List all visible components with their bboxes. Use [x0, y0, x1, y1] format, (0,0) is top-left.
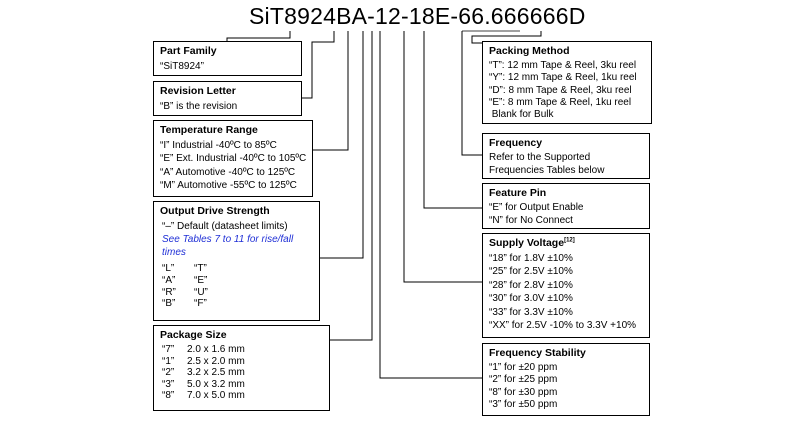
- temperature-range-line: “E” Ext. Industrial -40ºC to 105ºC: [160, 153, 307, 165]
- packing-method-line: “T”: 12 mm Tape & Reel, 3ku reel: [489, 60, 637, 71]
- package-size-row: [160, 390, 323, 402]
- part-family-title: Part Family: [160, 45, 217, 57]
- package-size-row: [160, 367, 323, 379]
- frequency-title: Frequency: [489, 137, 543, 149]
- output-drive-default: “–” Default (datasheet limits): [162, 221, 288, 232]
- package-size-row: [160, 379, 323, 391]
- frequency-stability-line: “8” for ±30 ppm: [489, 386, 558, 398]
- supply-voltage-line: “25” for 2.5V ±10%: [489, 266, 573, 278]
- output-drive-note: See Tables 7 to 11 for rise/fall times: [162, 234, 294, 258]
- frequency-box: [482, 133, 650, 179]
- drive-code: “B”: [162, 298, 176, 310]
- package-size-title: Package Size: [160, 329, 227, 341]
- part-number: SiT8924BA-12-18E-66.666666D: [249, 3, 586, 29]
- supply-voltage-line: “33” for 3.3V ±10%: [489, 306, 573, 318]
- feature-pin-title: Feature Pin: [489, 187, 547, 199]
- output-drive-strength-title: Output Drive Strength: [160, 205, 270, 217]
- packing-method-box: [482, 41, 652, 124]
- connector-frequency-stability: [380, 31, 482, 378]
- package-dimensions: 2.0 x 1.6 mm: [187, 344, 245, 355]
- supply-voltage-line: “18” for 1.8V ±10%: [489, 253, 573, 264]
- supply-voltage-footnote: [12]: [564, 237, 575, 244]
- feature-pin-box: [482, 183, 650, 229]
- package-dimensions: 7.0 x 5.0 mm: [187, 390, 245, 402]
- drive-code: “E”: [194, 275, 208, 286]
- frequency-stability-box: [482, 343, 650, 416]
- package-code: “2”: [162, 367, 175, 379]
- package-dimensions: 5.0 x 3.2 mm: [187, 378, 245, 390]
- packing-method-line: “D”: 8 mm Tape & Reel, 3ku reel: [489, 84, 632, 96]
- package-size-row: [160, 356, 323, 368]
- frequency-stability-line: “2” for ±25 ppm: [489, 374, 558, 386]
- frequency-stability-line: “1” for ±20 ppm: [489, 362, 558, 373]
- temperature-range-title: Temperature Range: [160, 124, 258, 136]
- package-dimensions: 2.5 x 2.0 mm: [187, 355, 245, 367]
- supply-voltage-line: “XX” for 2.5V -10% to 3.3V +10%: [489, 320, 637, 332]
- package-size-row: [160, 344, 323, 356]
- connector-feature-pin: [424, 31, 482, 208]
- drive-code: “U”: [194, 286, 208, 298]
- part-family-box: [153, 41, 302, 76]
- drive-code: “L”: [162, 263, 175, 275]
- temperature-range-line: “I” Industrial -40ºC to 85ºC: [160, 140, 277, 151]
- feature-pin-line: “E” for Output Enable: [489, 202, 584, 213]
- supply-voltage-line: “30” for 3.0V ±10%: [489, 293, 573, 305]
- connector-package-size: [330, 31, 372, 340]
- package-code: “1”: [162, 355, 175, 367]
- temperature-range-box: [153, 120, 313, 197]
- supply-voltage-title: [489, 237, 643, 249]
- part-family-line: “SiT8924”: [160, 61, 204, 72]
- feature-pin-line: “N” for No Connect: [489, 214, 573, 226]
- supply-voltage-line: “28” for 2.8V ±10%: [489, 279, 573, 291]
- package-code: “3”: [162, 378, 175, 390]
- package-code: “7”: [162, 344, 175, 355]
- drive-code: “A”: [162, 275, 176, 286]
- drive-code: “R”: [162, 286, 176, 298]
- connector-supply-voltage: [404, 31, 482, 282]
- revision-letter-title: Revision Letter: [160, 85, 236, 97]
- supply-voltage-box: [482, 233, 650, 338]
- connector-frequency: [462, 31, 482, 155]
- revision-letter-line: “B” is the revision: [160, 101, 238, 112]
- drive-code-grid: [160, 263, 313, 309]
- packing-method-line: Blank for Bulk: [489, 109, 554, 121]
- packing-method-line: “E”: 8 mm Tape & Reel, 1ku reel: [489, 96, 632, 108]
- drive-code: “F”: [194, 298, 207, 310]
- temperature-range-line: “A” Automotive -40ºC to 125ºC: [160, 166, 296, 178]
- connector-temperature-range: [313, 31, 348, 150]
- frequency-line: Refer to the Supported: [489, 152, 591, 163]
- drive-code: “T”: [194, 263, 207, 275]
- output-drive-strength-box: [153, 201, 320, 321]
- package-code: “8”: [162, 390, 175, 402]
- frequency-stability-title: Frequency Stability: [489, 347, 586, 359]
- connector-output-drive: [320, 31, 363, 258]
- packing-method-title: Packing Method: [489, 45, 570, 57]
- temperature-range-line: “M” Automotive -55ºC to 125ºC: [160, 180, 297, 192]
- supply-voltage-title-text: Supply Voltage: [489, 237, 565, 249]
- packing-method-line: “Y”: 12 mm Tape & Reel, 1ku reel: [489, 72, 637, 84]
- frequency-stability-line: “3” for ±50 ppm: [489, 398, 558, 410]
- revision-letter-box: [153, 81, 302, 116]
- package-size-box: [153, 325, 330, 411]
- package-dimensions: 3.2 x 2.5 mm: [187, 367, 245, 379]
- frequency-line: Frequencies Tables below: [489, 164, 605, 176]
